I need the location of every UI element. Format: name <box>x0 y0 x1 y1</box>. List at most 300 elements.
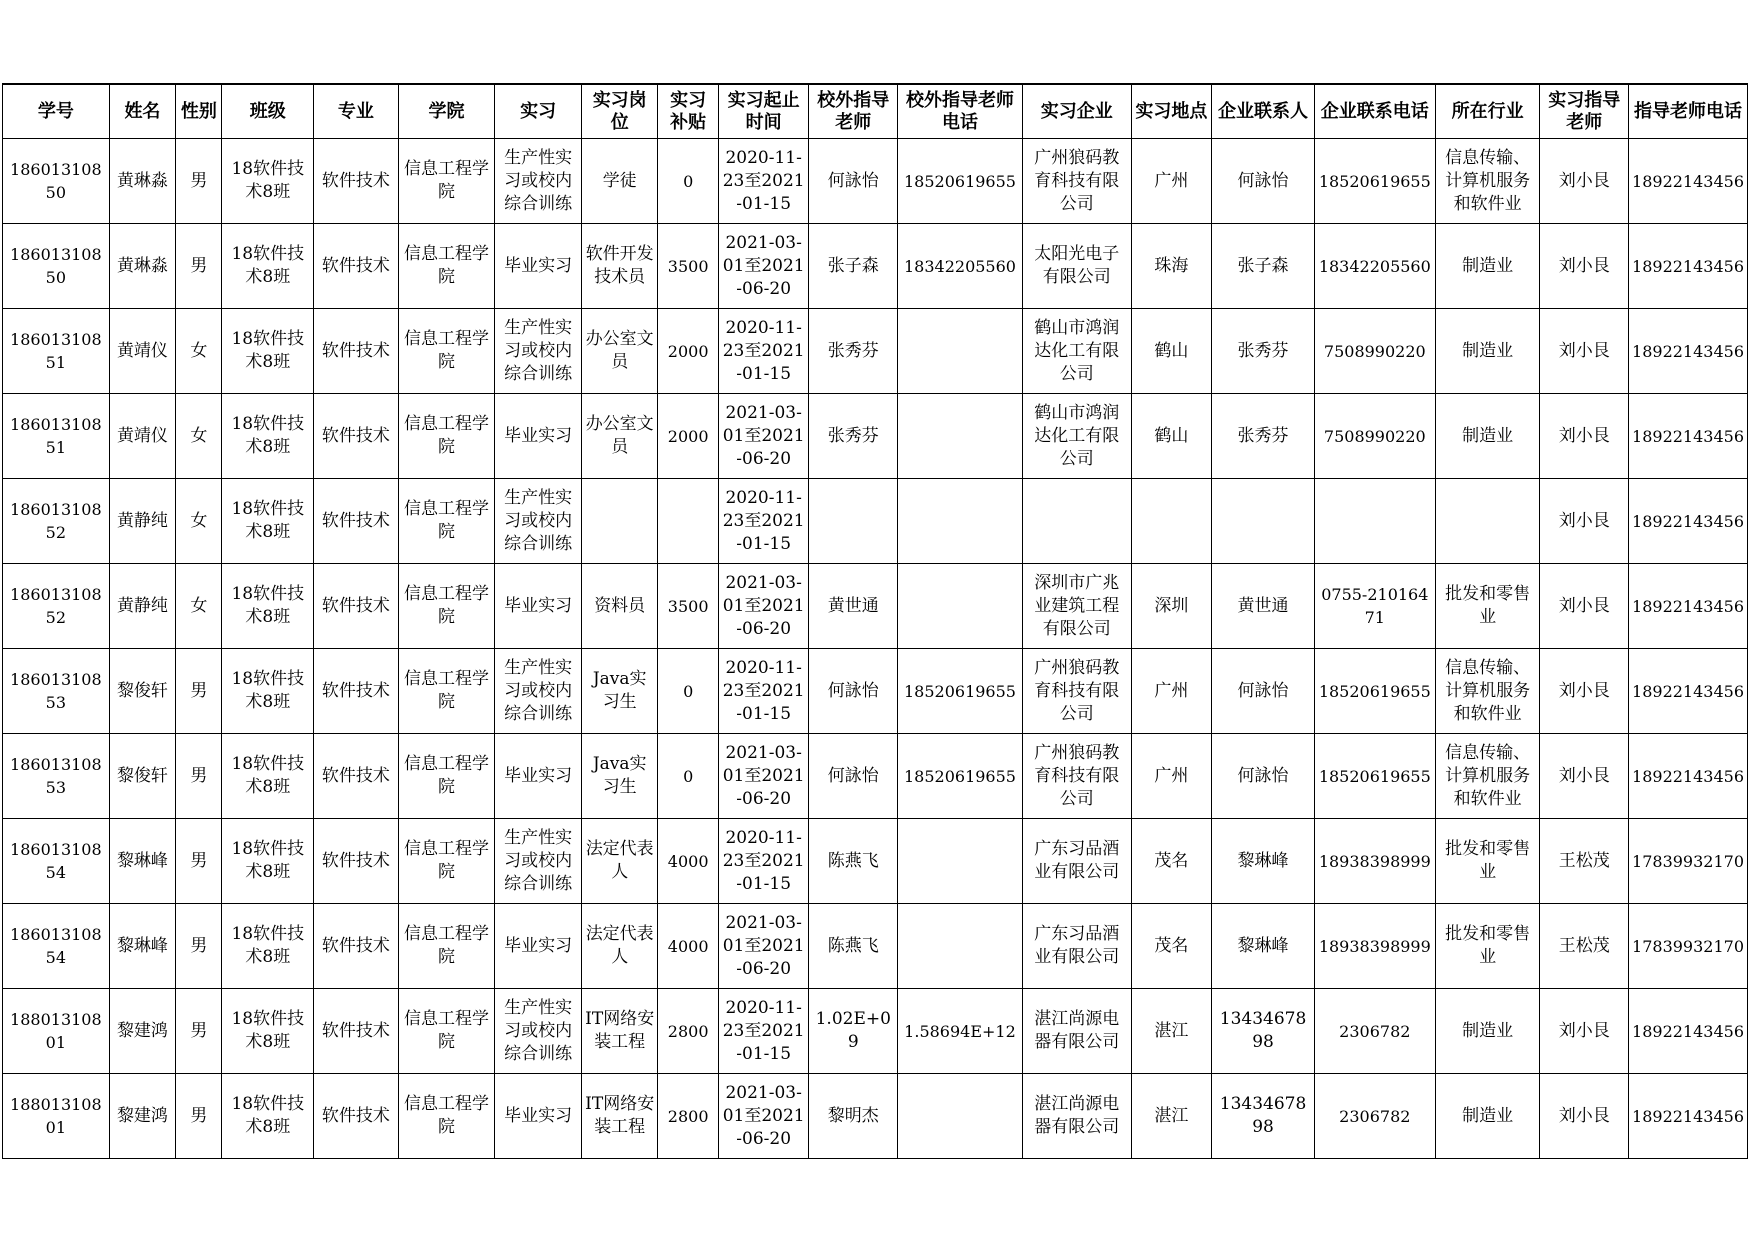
cell-text: 17839932170 <box>1632 936 1744 956</box>
cell-text: 刘小艮 <box>1558 1020 1610 1041</box>
table-cell <box>314 1074 399 1159</box>
table-cell <box>314 989 399 1074</box>
cell-text: 黎琳峰 <box>1237 850 1289 871</box>
cell-text: 批发和零售业 <box>1445 584 1531 627</box>
table-cell <box>1435 394 1540 479</box>
internship-table <box>2 83 1748 1159</box>
table-cell <box>809 819 898 904</box>
cell-text: 18601310850 <box>10 245 102 287</box>
cell-text: 生产性实习或校内综合训练 <box>504 827 573 894</box>
cell-text: 17839932170 <box>1632 851 1744 871</box>
cell-text: 男 <box>190 255 208 276</box>
table-cell <box>1314 734 1435 819</box>
cell-text: 2021-03-01至2021-06-20 <box>722 742 805 809</box>
table-cell <box>718 309 809 394</box>
column-header: 实习岗位 <box>581 84 658 139</box>
table-cell <box>1314 649 1435 734</box>
cell-text: 18922143456 <box>1632 1021 1744 1041</box>
table-cell <box>1540 139 1629 224</box>
column-header: 实习起止时间 <box>718 84 809 139</box>
cell-text: 信息工程学院 <box>404 924 490 967</box>
cell-text: 0 <box>683 766 694 786</box>
cell-text: 批发和零售业 <box>1445 839 1531 882</box>
cell-text: 2020-11-23至2021-01-15 <box>722 487 805 554</box>
cell-text: 18软件技术8班 <box>231 669 305 712</box>
table-cell <box>1314 819 1435 904</box>
cell-text: 2306782 <box>1339 1106 1411 1126</box>
table-cell <box>1435 479 1540 564</box>
cell-text: 信息工程学院 <box>404 159 490 202</box>
table-cell <box>1212 1074 1315 1159</box>
cell-text: 黎俊轩 <box>116 765 168 786</box>
cell-text: 何詠怡 <box>827 680 879 701</box>
cell-text: 软件开发技术员 <box>585 244 654 287</box>
table-cell <box>314 564 399 649</box>
cell-text: 办公室文员 <box>585 414 654 457</box>
cell-text: Java实习生 <box>592 754 647 797</box>
table-cell <box>1131 904 1212 989</box>
table-cell <box>1435 1074 1540 1159</box>
table-cell <box>898 224 1023 309</box>
table-cell <box>581 224 658 309</box>
table-cell <box>809 479 898 564</box>
cell-text: 软件技术 <box>321 1105 390 1126</box>
table-cell <box>581 479 658 564</box>
table-cell <box>1629 734 1748 819</box>
cell-text: 男 <box>190 680 208 701</box>
cell-text: 资料员 <box>594 595 646 616</box>
table-cell <box>176 394 222 479</box>
table-cell <box>1540 564 1629 649</box>
cell-text: 18601310851 <box>10 330 102 372</box>
table-cell <box>898 564 1023 649</box>
cell-text: 黎俊轩 <box>116 680 168 701</box>
table-cell <box>658 649 718 734</box>
table-cell <box>658 479 718 564</box>
cell-text: 18520619655 <box>903 766 1016 786</box>
cell-text: 18601310850 <box>10 160 102 202</box>
cell-text: 刘小艮 <box>1558 1105 1610 1126</box>
column-header: 所在行业 <box>1435 84 1540 139</box>
table-cell <box>398 309 495 394</box>
column-header: 实习 <box>495 84 582 139</box>
table-cell <box>581 819 658 904</box>
table-cell <box>1435 309 1540 394</box>
cell-text: 4000 <box>667 851 709 871</box>
table-cell <box>1022 904 1131 989</box>
table-cell <box>222 139 314 224</box>
cell-text: 1343467898 <box>1219 1094 1307 1137</box>
cell-text: 鹤山市鸿润达化工有限公司 <box>1034 402 1120 469</box>
cell-text: 软件技术 <box>321 340 390 361</box>
cell-text: 信息工程学院 <box>404 669 490 712</box>
table-cell <box>398 734 495 819</box>
cell-text: 信息工程学院 <box>404 414 490 457</box>
column-header: 实习补贴 <box>658 84 718 139</box>
table-cell <box>398 394 495 479</box>
table-cell <box>109 479 175 564</box>
cell-text: 深圳市广兆业建筑工程有限公司 <box>1034 572 1120 639</box>
table-cell <box>718 394 809 479</box>
cell-text: 制造业 <box>1462 425 1514 446</box>
table-cell <box>109 1074 175 1159</box>
cell-text: 张秀芬 <box>827 425 879 446</box>
table-cell <box>314 479 399 564</box>
cell-text: 王松茂 <box>1558 935 1610 956</box>
table-cell <box>314 734 399 819</box>
cell-text: 信息传输、计算机服务和软件业 <box>1445 657 1531 724</box>
table-cell <box>658 734 718 819</box>
column-header: 企业联系电话 <box>1314 84 1435 139</box>
table-cell <box>809 904 898 989</box>
table-cell <box>1435 819 1540 904</box>
table-cell <box>581 649 658 734</box>
table-cell <box>809 224 898 309</box>
table-cell <box>1212 309 1315 394</box>
table-cell <box>581 394 658 479</box>
cell-text: 张子森 <box>1237 255 1289 276</box>
cell-text: 制造业 <box>1462 255 1514 276</box>
table-cell <box>809 564 898 649</box>
table-cell <box>809 139 898 224</box>
table-cell <box>1314 139 1435 224</box>
cell-text: 18601310852 <box>10 500 102 542</box>
cell-text: 18922143456 <box>1632 511 1744 531</box>
cell-text: 软件技术 <box>321 510 390 531</box>
table-row <box>3 1074 1748 1159</box>
table-cell <box>3 479 110 564</box>
table-cell <box>176 139 222 224</box>
cell-text: 毕业实习 <box>504 1105 573 1126</box>
cell-text: 茂名 <box>1154 850 1189 871</box>
table-cell <box>3 904 110 989</box>
cell-text: 生产性实习或校内综合训练 <box>504 147 573 214</box>
table-cell <box>176 1074 222 1159</box>
table-cell <box>1314 479 1435 564</box>
table-cell <box>109 819 175 904</box>
cell-text: 2800 <box>667 1021 709 1041</box>
table-cell <box>1022 1074 1131 1159</box>
cell-text: 王松茂 <box>1558 850 1610 871</box>
cell-text: 黎琳峰 <box>116 935 168 956</box>
table-cell <box>109 564 175 649</box>
table-header <box>3 84 1748 139</box>
cell-text: 0755-21016471 <box>1321 585 1429 627</box>
table-cell <box>898 394 1023 479</box>
table-cell <box>1212 649 1315 734</box>
cell-text: 软件技术 <box>321 765 390 786</box>
table-cell <box>222 564 314 649</box>
table-cell <box>222 224 314 309</box>
cell-text: 何詠怡 <box>827 765 879 786</box>
table-cell <box>1022 139 1131 224</box>
table-cell <box>1435 649 1540 734</box>
cell-text: 0 <box>683 171 694 191</box>
table-cell <box>898 1074 1023 1159</box>
cell-text: 黎琳峰 <box>1237 935 1289 956</box>
table-cell <box>1435 734 1540 819</box>
cell-text: 广州狼码教育科技有限公司 <box>1034 742 1120 809</box>
table-cell <box>658 224 718 309</box>
table-cell <box>1022 989 1131 1074</box>
cell-text: 法定代表人 <box>585 924 654 967</box>
table-cell <box>718 139 809 224</box>
table-cell <box>718 989 809 1074</box>
cell-text: 生产性实习或校内综合训练 <box>504 997 573 1064</box>
table-cell <box>898 989 1023 1074</box>
cell-text: 18软件技术8班 <box>231 924 305 967</box>
table-cell <box>658 1074 718 1159</box>
table-cell <box>1212 904 1315 989</box>
cell-text: 陈燕飞 <box>827 935 879 956</box>
table-cell <box>222 989 314 1074</box>
table-cell <box>109 139 175 224</box>
table-cell <box>398 1074 495 1159</box>
table-cell <box>809 394 898 479</box>
table-cell <box>658 564 718 649</box>
cell-text: 18软件技术8班 <box>231 244 305 287</box>
cell-text: 18922143456 <box>1632 681 1744 701</box>
table-cell <box>398 139 495 224</box>
table-cell <box>1131 394 1212 479</box>
cell-text: 18520619655 <box>903 171 1016 191</box>
cell-text: 女 <box>190 510 208 531</box>
cell-text: 男 <box>190 1020 208 1041</box>
column-header: 指导老师电话 <box>1629 84 1748 139</box>
cell-text: 1.02E+09 <box>815 1009 891 1052</box>
table-cell <box>658 989 718 1074</box>
cell-text: 黎琳峰 <box>116 850 168 871</box>
cell-text: 2020-11-23至2021-01-15 <box>722 827 805 894</box>
table-cell <box>1212 819 1315 904</box>
cell-text: 广东习品酒业有限公司 <box>1034 839 1120 882</box>
cell-text: 张子森 <box>827 255 879 276</box>
table-cell <box>314 649 399 734</box>
table-cell <box>495 734 582 819</box>
cell-text: 18软件技术8班 <box>231 499 305 542</box>
table-cell <box>3 394 110 479</box>
cell-text: 18801310801 <box>10 1095 102 1137</box>
table-cell <box>314 309 399 394</box>
table-cell <box>398 819 495 904</box>
table-cell <box>581 1074 658 1159</box>
table-cell <box>1540 224 1629 309</box>
cell-text: 太阳光电子有限公司 <box>1034 244 1120 287</box>
cell-text: 2021-03-01至2021-06-20 <box>722 1082 805 1149</box>
table-row <box>3 309 1748 394</box>
table-cell <box>658 819 718 904</box>
cell-text: 7508990220 <box>1323 426 1426 446</box>
table-cell <box>898 819 1023 904</box>
table-row <box>3 904 1748 989</box>
column-header: 企业联系人 <box>1212 84 1315 139</box>
table-cell <box>581 139 658 224</box>
cell-text: 女 <box>190 340 208 361</box>
table-cell <box>1131 564 1212 649</box>
table-cell <box>176 224 222 309</box>
table-cell <box>1314 224 1435 309</box>
table-cell <box>109 649 175 734</box>
table-cell <box>3 649 110 734</box>
table-cell <box>314 139 399 224</box>
cell-text: 刘小艮 <box>1558 765 1610 786</box>
table-cell <box>3 989 110 1074</box>
table-cell <box>1435 989 1540 1074</box>
table-cell <box>495 394 582 479</box>
cell-text: 信息工程学院 <box>404 754 490 797</box>
table-cell <box>109 224 175 309</box>
cell-text: 信息工程学院 <box>404 1009 490 1052</box>
table-cell <box>1022 479 1131 564</box>
cell-text: 软件技术 <box>321 255 390 276</box>
cell-text: 软件技术 <box>321 595 390 616</box>
cell-text: 学徒 <box>602 170 637 191</box>
cell-text: 女 <box>190 425 208 446</box>
cell-text: 张秀芬 <box>1237 340 1289 361</box>
cell-text: 18601310854 <box>10 925 102 967</box>
cell-text: 2021-03-01至2021-06-20 <box>722 572 805 639</box>
cell-text: 2020-11-23至2021-01-15 <box>722 147 805 214</box>
table-cell <box>176 309 222 394</box>
cell-text: 男 <box>190 935 208 956</box>
table-cell <box>1314 904 1435 989</box>
table-cell <box>1314 564 1435 649</box>
table-cell <box>398 479 495 564</box>
table-cell <box>314 224 399 309</box>
column-header: 学院 <box>398 84 495 139</box>
cell-text: 黎明杰 <box>827 1105 879 1126</box>
cell-text: 制造业 <box>1462 1105 1514 1126</box>
table-cell <box>176 904 222 989</box>
cell-text: 何詠怡 <box>1237 680 1289 701</box>
cell-text: 湛江 <box>1154 1020 1189 1041</box>
cell-text: 广东习品酒业有限公司 <box>1034 924 1120 967</box>
cell-text: 刘小艮 <box>1558 595 1610 616</box>
table-cell <box>109 989 175 1074</box>
table-cell <box>495 649 582 734</box>
cell-text: 信息传输、计算机服务和软件业 <box>1445 147 1531 214</box>
table-cell <box>1629 989 1748 1074</box>
table-cell <box>1212 564 1315 649</box>
cell-text: 女 <box>190 595 208 616</box>
cell-text: 张秀芬 <box>1237 425 1289 446</box>
cell-text: 广州狼码教育科技有限公司 <box>1034 147 1120 214</box>
table-cell <box>1212 224 1315 309</box>
cell-text: 2800 <box>667 1106 709 1126</box>
table-cell <box>495 1074 582 1159</box>
column-header: 实习企业 <box>1022 84 1131 139</box>
table-cell <box>176 819 222 904</box>
cell-text: 黎建鸿 <box>116 1105 168 1126</box>
table-cell <box>1212 394 1315 479</box>
cell-text: 何詠怡 <box>1237 170 1289 191</box>
column-header: 校外指导老师电话 <box>898 84 1023 139</box>
column-header: 校外指导老师 <box>809 84 898 139</box>
cell-text: 18938398999 <box>1318 936 1431 956</box>
table-cell <box>1022 224 1131 309</box>
table-cell <box>718 479 809 564</box>
cell-text: 刘小艮 <box>1558 425 1610 446</box>
table-cell <box>1212 139 1315 224</box>
table-cell <box>581 904 658 989</box>
table-cell <box>1435 139 1540 224</box>
cell-text: 18922143456 <box>1632 426 1744 446</box>
cell-text: 广州 <box>1154 170 1189 191</box>
cell-text: 软件技术 <box>321 935 390 956</box>
table-cell <box>398 904 495 989</box>
table-cell <box>222 649 314 734</box>
cell-text: 生产性实习或校内综合训练 <box>504 657 573 724</box>
cell-text: 黄琳淼 <box>116 170 168 191</box>
cell-text: 18922143456 <box>1632 1106 1744 1126</box>
table-cell <box>495 224 582 309</box>
table-cell <box>109 394 175 479</box>
table-cell <box>176 564 222 649</box>
cell-text: 毕业实习 <box>504 935 573 956</box>
cell-text: 茂名 <box>1154 935 1189 956</box>
table-cell <box>3 224 110 309</box>
cell-text: 18520619655 <box>1318 766 1431 786</box>
cell-text: 陈燕飞 <box>827 850 879 871</box>
table-cell <box>1314 989 1435 1074</box>
cell-text: 信息传输、计算机服务和软件业 <box>1445 742 1531 809</box>
cell-text: 鹤山 <box>1154 340 1189 361</box>
table-cell <box>495 139 582 224</box>
cell-text: 18601310852 <box>10 585 102 627</box>
table-cell <box>898 139 1023 224</box>
cell-text: 18938398999 <box>1318 851 1431 871</box>
table-cell <box>314 819 399 904</box>
table-cell <box>1022 819 1131 904</box>
table-cell <box>109 904 175 989</box>
cell-text: 软件技术 <box>321 850 390 871</box>
cell-text: 2021-03-01至2021-06-20 <box>722 912 805 979</box>
cell-text: 18342205560 <box>1318 256 1431 276</box>
table-cell <box>398 989 495 1074</box>
cell-text: 2020-11-23至2021-01-15 <box>722 657 805 724</box>
cell-text: 黄靖仪 <box>116 340 168 361</box>
table-cell <box>176 649 222 734</box>
cell-text: 生产性实习或校内综合训练 <box>504 487 573 554</box>
table-cell <box>1540 819 1629 904</box>
table-cell <box>3 734 110 819</box>
cell-text: 信息工程学院 <box>404 499 490 542</box>
cell-text: 18520619655 <box>1318 171 1431 191</box>
table-cell <box>1314 309 1435 394</box>
cell-text: 信息工程学院 <box>404 1094 490 1137</box>
cell-text: 法定代表人 <box>585 839 654 882</box>
table-cell <box>809 734 898 819</box>
table-cell <box>658 139 718 224</box>
header-row <box>3 84 1748 139</box>
table-row <box>3 989 1748 1074</box>
table-cell <box>1540 479 1629 564</box>
table-cell <box>1540 734 1629 819</box>
table-cell <box>222 819 314 904</box>
table-cell <box>314 904 399 989</box>
cell-text: 毕业实习 <box>504 765 573 786</box>
table-cell <box>658 904 718 989</box>
cell-text: 18601310851 <box>10 415 102 457</box>
cell-text: 张秀芬 <box>827 340 879 361</box>
table-cell <box>176 479 222 564</box>
table-cell <box>581 564 658 649</box>
table-cell <box>222 309 314 394</box>
cell-text: 软件技术 <box>321 1020 390 1041</box>
cell-text: 珠海 <box>1154 255 1189 276</box>
table-cell <box>1131 989 1212 1074</box>
column-header: 班级 <box>222 84 314 139</box>
